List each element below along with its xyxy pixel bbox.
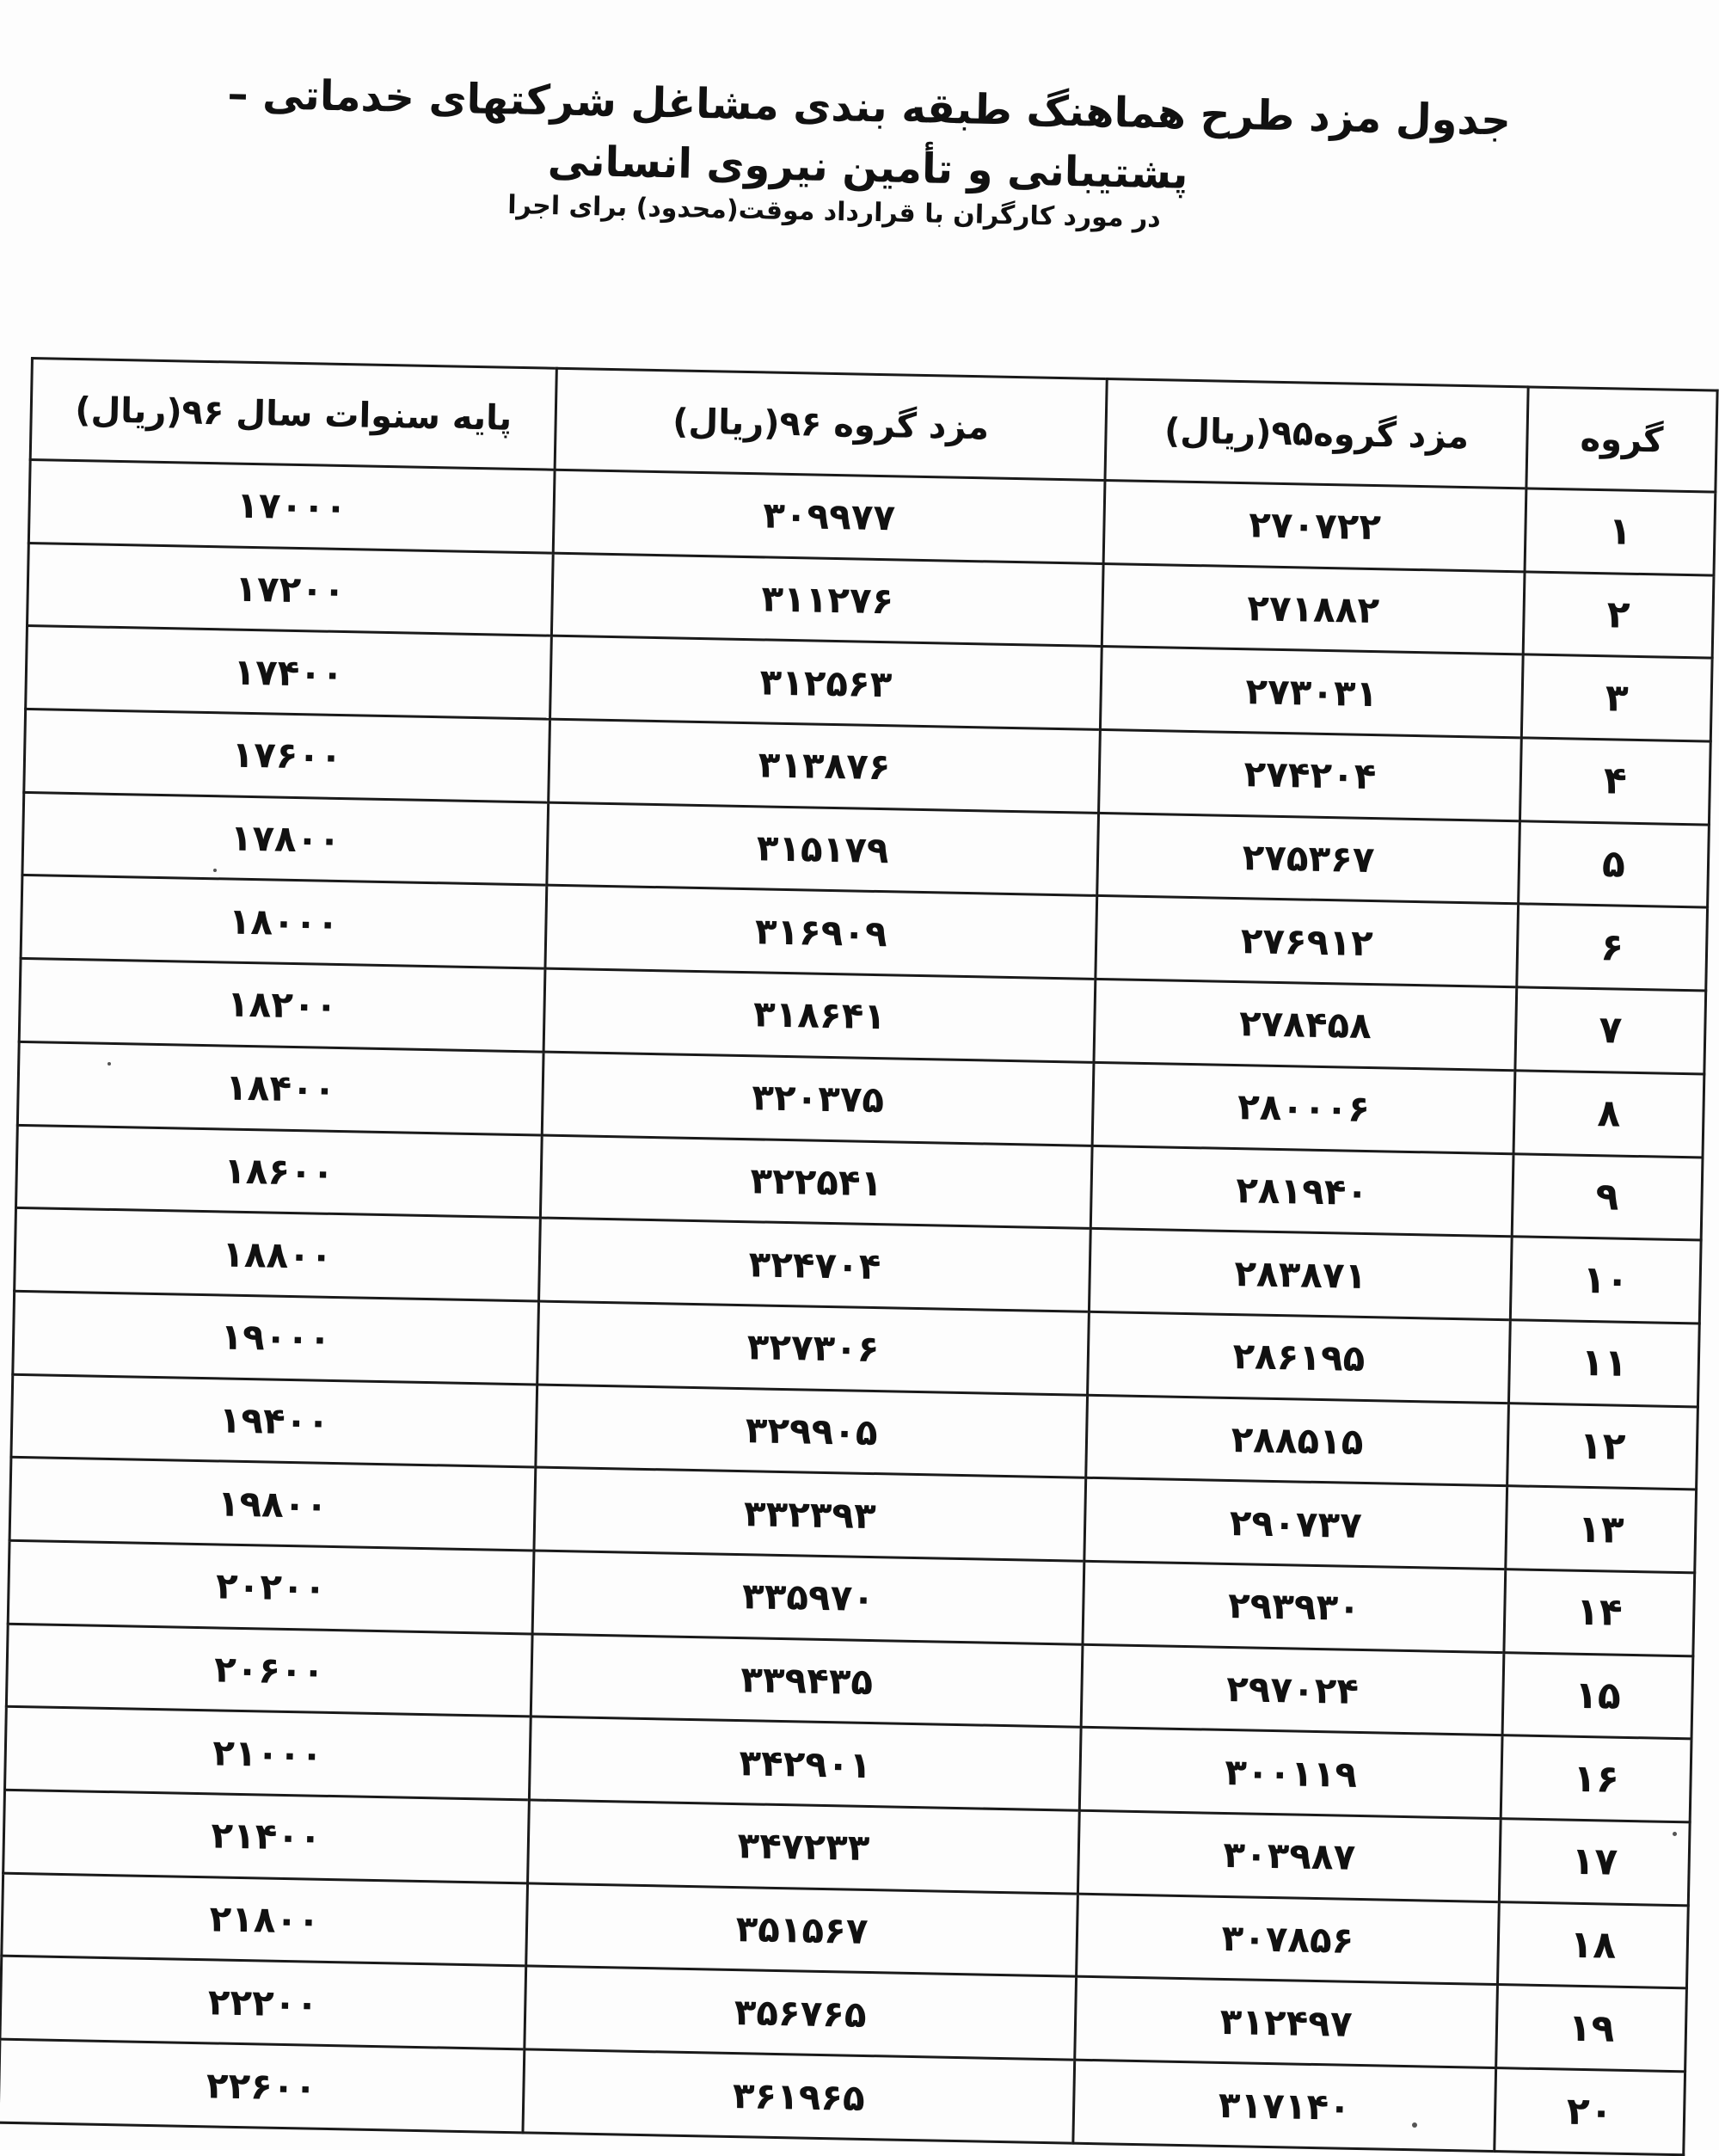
cell-base-96: ۱۸۸۰۰	[15, 1208, 541, 1301]
cell-base-96: ۲۲۲۰۰	[0, 1956, 526, 2049]
table-body	[0, 460, 1716, 2155]
cell-wage-96: ۳۱۲۵۶۳	[550, 636, 1102, 730]
cell-wage-95: ۲۷۶۹۱۲	[1096, 896, 1519, 987]
cell-wage-96: ۳۳۲۳۹۳	[534, 1467, 1086, 1561]
cell-wage-95: ۳۰۷۸۵۶	[1077, 1894, 1500, 1985]
cell-base-96: ۱۸۲۰۰	[19, 959, 545, 1052]
header-wage-95: مزد گروه۹۵(ریال)	[1105, 379, 1528, 488]
scan-speck	[213, 869, 217, 872]
cell-wage-95: ۲۹۷۰۲۴	[1081, 1644, 1504, 1735]
cell-base-96: ۱۷۶۰۰	[24, 709, 550, 802]
cell-base-96: ۱۹۴۰۰	[11, 1374, 537, 1467]
cell-base-96: ۱۸۰۰۰	[21, 875, 547, 968]
cell-wage-95: ۲۷۳۰۳۱	[1100, 647, 1523, 738]
cell-group: ۱۶	[1501, 1735, 1691, 1822]
cell-wage-96: ۳۱۱۲۷۶	[551, 553, 1103, 647]
wage-table	[0, 357, 1719, 2156]
cell-wage-95: ۲۷۴۲۰۴	[1099, 730, 1522, 821]
cell-group: ۱۵	[1502, 1652, 1693, 1739]
header-wage-96: مزد گروه ۹۶(ریال)	[555, 368, 1107, 480]
cell-wage-95: ۲۷۸۴۵۸	[1094, 980, 1517, 1071]
cell-wage-95: ۲۸۰۰۰۶	[1092, 1062, 1515, 1153]
cell-wage-96: ۳۶۱۹۶۵	[523, 2049, 1075, 2143]
header-base-96: پایه سنوات سال ۹۶(ریال)	[30, 359, 556, 470]
cell-wage-96: ۳۲۲۵۴۱	[540, 1135, 1092, 1229]
cell-group: ۱	[1525, 488, 1716, 575]
cell-base-96: ۲۲۶۰۰	[0, 2039, 525, 2133]
cell-group: ۲	[1523, 572, 1714, 659]
cell-base-96: ۱۷۴۰۰	[26, 626, 552, 719]
cell-wage-95: ۳۱۲۴۹۷	[1075, 1977, 1498, 2068]
cell-base-96: ۱۷۸۰۰	[22, 792, 549, 885]
cell-group: ۱۳	[1506, 1486, 1697, 1573]
cell-wage-96: ۳۲۷۳۰۶	[537, 1301, 1090, 1395]
cell-wage-96: ۳۰۹۹۷۷	[553, 470, 1105, 563]
cell-wage-95: ۲۹۰۷۳۷	[1084, 1478, 1507, 1569]
cell-base-96: ۱۸۴۰۰	[17, 1041, 543, 1134]
cell-group: ۱۱	[1508, 1320, 1699, 1407]
cell-group: ۱۴	[1504, 1569, 1695, 1656]
cell-group: ۱۹	[1496, 1985, 1687, 2072]
cell-base-96: ۱۹۰۰۰	[13, 1291, 539, 1384]
cell-wage-95: ۲۸۳۸۷۱	[1089, 1229, 1512, 1320]
scan-speck	[107, 1062, 111, 1066]
cell-wage-96: ۳۴۲۹۰۱	[529, 1717, 1081, 1810]
cell-wage-95: ۲۷۵۳۶۷	[1097, 813, 1520, 904]
cell-group: ۱۲	[1507, 1403, 1698, 1490]
cell-group: ۷	[1515, 987, 1706, 1074]
cell-base-96: ۱۹۸۰۰	[9, 1458, 536, 1551]
cell-wage-95: ۲۸۸۵۱۵	[1086, 1395, 1509, 1486]
cell-wage-96: ۳۴۷۲۳۳	[528, 1800, 1080, 1894]
cell-wage-95: ۳۰۳۹۸۷	[1077, 1810, 1501, 1901]
cell-group: ۱۰	[1510, 1237, 1701, 1324]
cell-wage-96: ۳۵۱۵۶۷	[526, 1883, 1078, 1977]
cell-wage-95: ۲۷۱۸۸۲	[1102, 563, 1525, 654]
cell-base-96: ۱۷۰۰۰	[28, 460, 555, 553]
cell-wage-96: ۳۲۴۷۰۴	[539, 1218, 1091, 1311]
cell-wage-96: ۳۳۹۴۳۵	[531, 1634, 1083, 1728]
cell-wage-96: ۳۱۸۶۴۱	[543, 968, 1096, 1062]
cell-group: ۵	[1519, 821, 1710, 908]
cell-wage-95: ۳۱۷۱۴۰	[1073, 2060, 1496, 2151]
cell-wage-95: ۲۸۶۱۹۵	[1088, 1311, 1511, 1403]
scan-speck	[1412, 2122, 1417, 2128]
cell-group: ۸	[1513, 1071, 1704, 1158]
cell-base-96: ۲۰۲۰۰	[8, 1540, 534, 1633]
cell-base-96: ۲۱۰۰۰	[5, 1707, 531, 1800]
cell-group: ۶	[1517, 904, 1708, 991]
cell-wage-95: ۲۷۰۷۲۲	[1103, 481, 1526, 572]
cell-group: ۴	[1519, 738, 1710, 825]
cell-wage-96: ۳۱۵۱۷۹	[547, 802, 1099, 896]
document-subtitle: در مورد کارگران با قرارداد موقت(محدود) برای اجرا	[506, 190, 1162, 234]
document-title: جدول مزد طرح هماهنگ طبقه بندی مشاغل شرکتهای خدماتی – پشتیبانی و تأمین نیروی انسانی	[227, 70, 1512, 199]
cell-base-96: ۱۸۶۰۰	[16, 1125, 543, 1218]
cell-wage-96: ۳۱۳۸۷۶	[549, 719, 1101, 813]
header-group: گروه	[1526, 387, 1717, 492]
cell-wage-95: ۲۹۳۹۳۰	[1083, 1561, 1506, 1652]
cell-base-96: ۲۰۶۰۰	[6, 1624, 532, 1717]
cell-wage-96: ۳۳۵۹۷۰	[532, 1551, 1084, 1644]
cell-wage-96: ۳۲۹۹۰۵	[536, 1385, 1088, 1478]
cell-wage-95: ۳۰۰۱۱۹	[1079, 1728, 1502, 1819]
cell-base-96: ۲۱۴۰۰	[3, 1790, 530, 1883]
cell-group: ۱۸	[1497, 1901, 1688, 1988]
cell-group: ۹	[1512, 1153, 1703, 1240]
cell-wage-95: ۲۸۱۹۴۰	[1090, 1146, 1513, 1237]
cell-wage-96: ۳۱۶۹۰۹	[545, 886, 1097, 980]
cell-group: ۱۷	[1499, 1819, 1690, 1906]
cell-wage-96: ۳۵۶۷۶۵	[525, 1966, 1077, 2060]
cell-wage-96: ۳۲۰۳۷۵	[542, 1052, 1094, 1146]
wage-table-container	[0, 357, 1716, 2156]
cell-base-96: ۲۱۸۰۰	[2, 1873, 528, 1966]
cell-base-96: ۱۷۲۰۰	[27, 543, 553, 636]
cell-group: ۳	[1521, 654, 1712, 741]
cell-group: ۲۰	[1495, 2068, 1685, 2155]
scan-speck	[1673, 1832, 1677, 1836]
